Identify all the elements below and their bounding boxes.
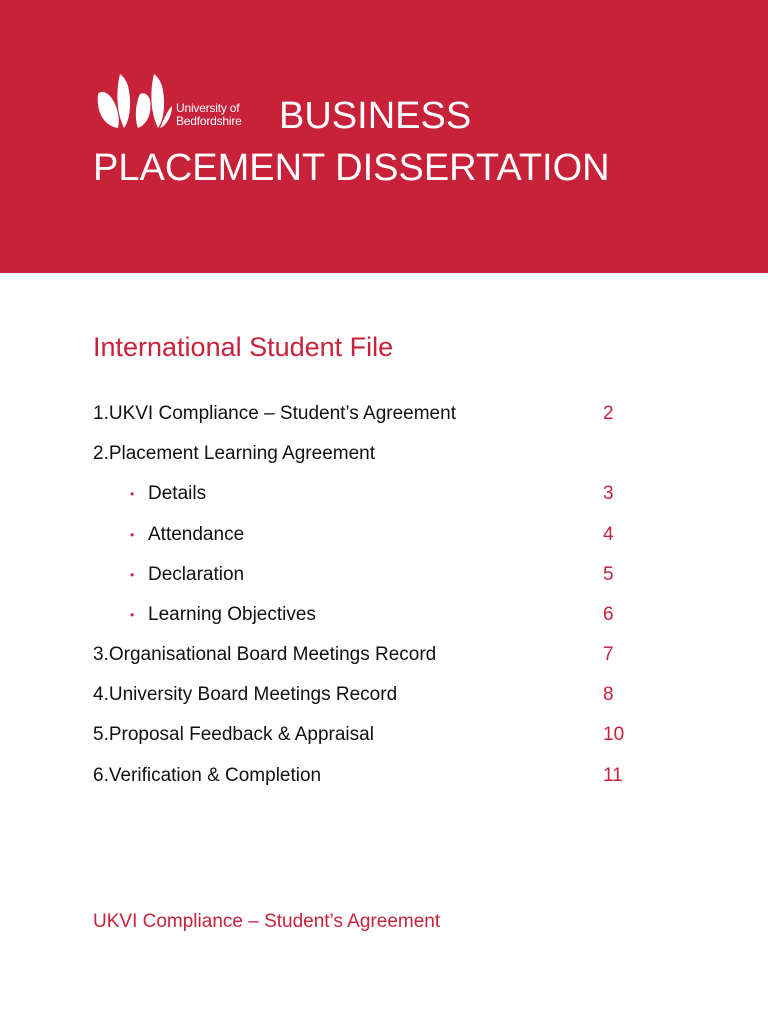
- toc-item-label: 2.Placement Learning Agreement: [93, 443, 376, 464]
- header-banner: [0, 0, 768, 273]
- bullet-icon: •: [130, 528, 135, 542]
- toc-subitem: [93, 480, 633, 508]
- logo-line-1: University of: [176, 101, 240, 115]
- toc-item-label: 4.University Board Meetings Record: [93, 684, 398, 705]
- toc-item: [93, 400, 633, 428]
- document-title-line-1: BUSINESS: [279, 95, 472, 137]
- section-heading: International Student File: [93, 332, 394, 362]
- toc-subitem-label: Attendance: [148, 524, 245, 545]
- toc-subitem-page: 5: [603, 564, 614, 585]
- toc-item: [93, 681, 633, 709]
- toc-subitem-page: 3: [603, 483, 614, 504]
- toc-subitem: [93, 521, 633, 549]
- logo-wordmark: [176, 102, 242, 128]
- document-title-line-2: PLACEMENT DISSERTATION: [93, 147, 610, 189]
- bullet-icon: •: [130, 487, 135, 501]
- university-logo: [96, 72, 256, 132]
- toc-subitem: [93, 601, 633, 629]
- toc-item-page: 7: [603, 644, 614, 665]
- bullet-icon: •: [130, 608, 135, 622]
- toc-item: [93, 440, 633, 468]
- toc-item: [93, 641, 633, 669]
- toc-item: [93, 721, 633, 749]
- toc-item-page: 2: [603, 403, 614, 424]
- toc-item: [93, 762, 633, 790]
- toc-item-label: 1.UKVI Compliance – Student’s Agreement: [93, 403, 456, 424]
- logo-line-2: Bedfordshire: [176, 114, 242, 128]
- bullet-icon: •: [130, 568, 135, 582]
- toc-subitem-label: Declaration: [148, 564, 245, 585]
- toc-subitem-page: 6: [603, 604, 614, 625]
- toc-subitem-page: 4: [603, 524, 614, 545]
- toc-item-page: 11: [603, 765, 623, 786]
- toc-item-page: 10: [603, 724, 625, 745]
- university-logo-icon: [96, 72, 174, 132]
- toc-item-label: 6.Verification & Completion: [93, 765, 322, 786]
- toc-item-label: 5.Proposal Feedback & Appraisal: [93, 724, 374, 745]
- toc-item-page: 8: [603, 684, 614, 705]
- toc-subitem-label: Details: [148, 483, 207, 504]
- toc-subitem: [93, 561, 633, 589]
- next-section-heading: UKVI Compliance – Student’s Agreement: [93, 911, 441, 932]
- toc-item-label: 3.Organisational Board Meetings Record: [93, 644, 437, 665]
- toc-subitem-label: Learning Objectives: [148, 604, 316, 625]
